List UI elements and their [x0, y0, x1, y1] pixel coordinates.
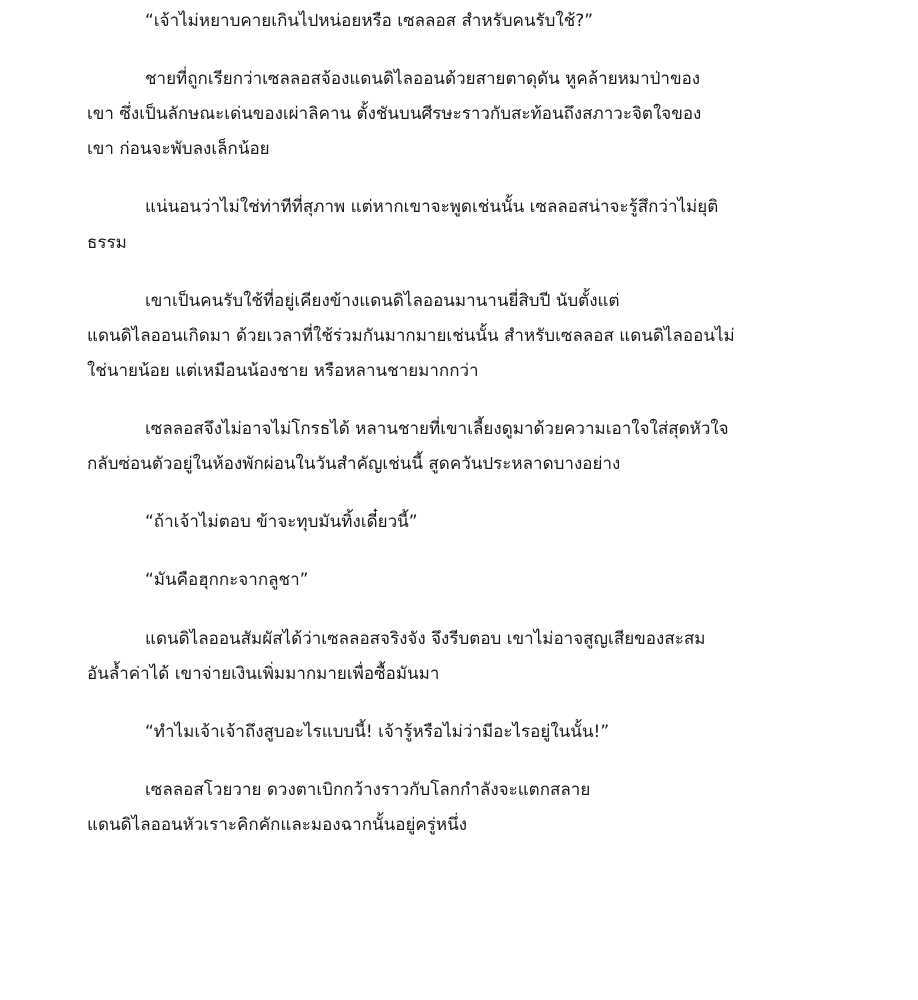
text-line-6: ธรรม	[87, 233, 127, 253]
text-line-9: ใช่นายน้อย แต่เหมือนน้องชาย หรือหลานชายมากกว่า	[87, 361, 479, 381]
text-line-13: “มันคือฮุกกะจากลูชา”	[145, 570, 309, 590]
text-line-14: แดนดิไลออนสัมผัสได้ว่าเซลลอสจริงจัง จึงรีบตอบ เขาไม่อาจสูญเสียของสะสม	[145, 629, 706, 649]
text-line-3: เขา ซึ่งเป็นลักษณะเด่นของเผ่าลิคาน ตั้งชันบนศีรษะราวกับสะท้อนถึงสภาวะจิตใจของ	[87, 104, 702, 124]
text-line-17: เซลลอสโวยวาย ดวงตาเบิกกว้างราวกับโลกกำลังจะแตกสลาย	[145, 780, 591, 800]
text-line-5: แน่นอนว่าไม่ใช่ท่าทีที่สุภาพ แต่หากเขาจะพูดเช่นนั้น เซลลอสน่าจะรู้สึกว่าไม่ยุติ	[145, 197, 719, 217]
text-line-1: “เจ้าไม่หยาบคายเกินไปหน่อยหรือ เซลลอส สำหรับคนรับใช้?”	[145, 11, 594, 31]
text-line-2: ชายที่ถูกเรียกว่าเซลลอสจ้องแดนดิไลออนด้วยสายตาดุดัน หูคล้ายหมาป่าของ	[145, 69, 701, 89]
text-line-7: เขาเป็นคนรับใช้ที่อยู่เคียงข้างแดนดิไลออนมานานยี่สิบปี นับตั้งแต่	[145, 291, 620, 311]
text-line-18: แดนดิไลออนหัวเราะคิกคักและมองฉากนั้นอยู่ครู่หนึ่ง	[87, 815, 468, 835]
text-line-11: กลับซ่อนตัวอยู่ในห้องพักผ่อนในวันสำคัญเช่นนี้ สูดควันประหลาดบางอย่าง	[87, 454, 621, 474]
text-line-15: อันล้ำค่าได้ เขาจ่ายเงินเพิ่มมากมายเพื่อซื้อมันมา	[87, 664, 440, 684]
text-line-8: แดนดิไลออนเกิดมา ด้วยเวลาที่ใช้ร่วมกันมากมายเช่นนั้น สำหรับเซลลอส แดนดิไลออนไม่	[87, 326, 735, 346]
text-line-4: เขา ก่อนจะพับลงเล็กน้อย	[87, 139, 270, 159]
text-line-16: “ทำไมเจ้าเจ้าถึงสูบอะไรแบบนี้! เจ้ารู้หรือไม่ว่ามีอะไรอยู่ในนั้น!”	[145, 722, 610, 742]
text-line-12: “ถ้าเจ้าไม่ตอบ ข้าจะทุบมันทิ้งเดี๋ยวนี้”	[145, 512, 418, 532]
text-line-10: เซลลอสจึงไม่อาจไม่โกรธได้ หลานชายที่เขาเลี้ยงดูมาด้วยความเอาใจใส่สุดหัวใจ	[145, 419, 729, 439]
